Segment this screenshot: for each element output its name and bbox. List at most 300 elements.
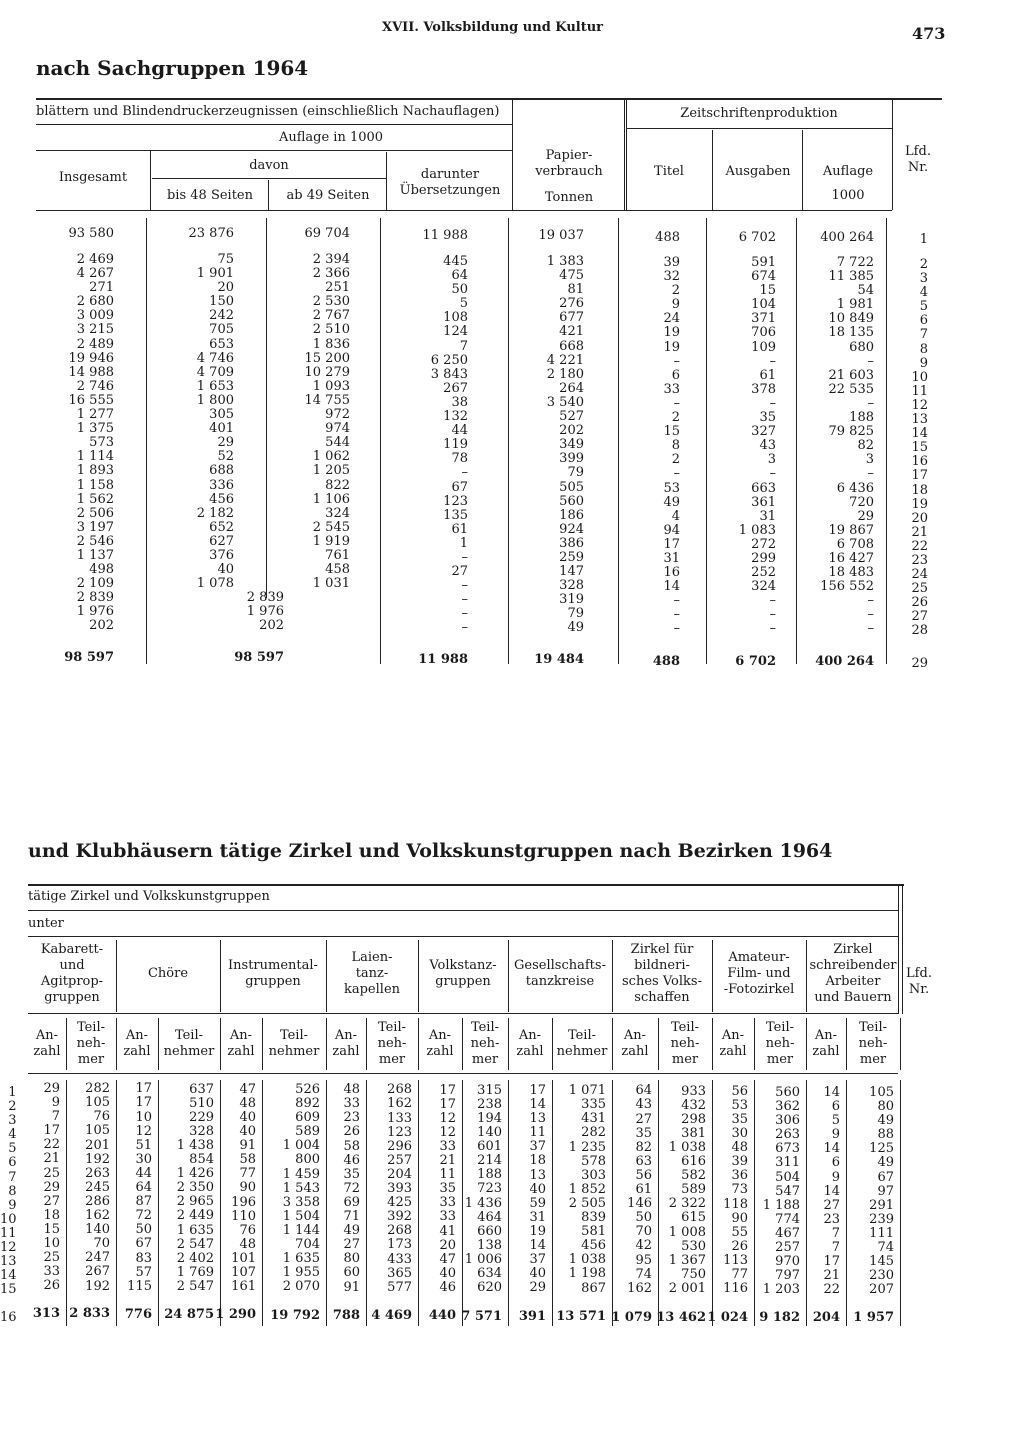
cell: 5 (831, 1113, 840, 1129)
total-buecher: 98 597 (234, 650, 284, 665)
cell: 27 (823, 1197, 840, 1213)
cell: 1 436 (464, 1195, 502, 1211)
cell: – (461, 592, 468, 608)
cell: – (461, 578, 468, 594)
cell: 4 (919, 285, 928, 301)
cell: 35 (759, 410, 776, 426)
cell: 18 135 (828, 325, 874, 341)
sub-header-line: nehmer (163, 1044, 215, 1059)
sub-header-line: zahl (123, 1044, 151, 1059)
group-header-line: bildneri- (634, 958, 690, 973)
cell: 80 (877, 1099, 894, 1115)
cell: 3 358 (282, 1194, 320, 1210)
table2-column (627, 1084, 652, 1295)
cell: 1 031 (312, 576, 350, 592)
cell: 2 839 (246, 590, 284, 605)
cell: 854 (189, 1152, 214, 1168)
cell: 239 (869, 1211, 894, 1227)
table2-total: 776 (124, 1306, 152, 1322)
group-header (220, 958, 326, 990)
cell: 21 (911, 524, 928, 540)
cell: 591 (751, 255, 776, 270)
cell: 11 (0, 1225, 17, 1241)
cell: 196 (231, 1194, 256, 1210)
cell: 140 (477, 1125, 502, 1141)
cell: 1 653 (196, 378, 234, 394)
cell: 1 188 (762, 1197, 800, 1213)
cell: 8 (8, 1183, 17, 1199)
cell: 75 (217, 252, 234, 267)
cell: 10 849 (828, 311, 874, 327)
cell: 286 (85, 1193, 110, 1209)
cell: 7 (8, 1169, 17, 1185)
cell: 251 (325, 280, 350, 296)
rule (268, 180, 269, 210)
auflage-header: Auflage in 1000 (278, 130, 384, 145)
rule (158, 1080, 159, 1326)
cell: 118 (723, 1196, 748, 1212)
cell: 652 (209, 519, 234, 535)
cell: 116 (723, 1281, 748, 1297)
cell: 445 (443, 254, 468, 269)
rule (626, 100, 627, 210)
cell: 53 (663, 480, 680, 496)
sub-header-line: An- (125, 1028, 149, 1043)
cell: 31 (759, 508, 776, 524)
cell: 21 603 (828, 367, 874, 383)
cell: 4 267 (76, 266, 114, 282)
total-ausgaben: 6 702 (735, 654, 776, 669)
cell: 54 (857, 283, 874, 299)
cell: 257 (387, 1152, 412, 1168)
cell: 6 (919, 313, 928, 329)
cell: 14 (823, 1141, 840, 1157)
cell: 22 (823, 1282, 840, 1298)
cell: 19 (663, 325, 680, 341)
rule (28, 910, 898, 911)
cell: 15 (0, 1282, 17, 1298)
sub-header-line: nehmer (556, 1044, 608, 1059)
group-header (508, 958, 612, 990)
cell: 1 106 (312, 491, 350, 507)
cell: 972 (325, 407, 350, 423)
cell: 26 (343, 1124, 360, 1140)
cell: 14 (823, 1085, 840, 1100)
cell: 10 (135, 1109, 152, 1125)
cell: 40 (217, 562, 234, 578)
cell: 192 (85, 1151, 110, 1167)
cell: 627 (209, 533, 234, 549)
cell: 2 109 (76, 576, 114, 592)
cell: 39 (663, 255, 680, 270)
cell: 3 197 (76, 519, 114, 535)
table2-column (465, 1084, 502, 1295)
cell: 774 (775, 1211, 800, 1227)
cell: 140 (85, 1222, 110, 1238)
cell: 101 (231, 1250, 256, 1266)
cell: 282 (581, 1125, 606, 1141)
cell: 186 (559, 507, 584, 523)
cell: 44 (135, 1165, 152, 1181)
group-header-line: gruppen (245, 974, 301, 989)
cell: 28 (911, 623, 928, 639)
cell: 1 093 (312, 378, 350, 394)
column-buecher-combined (247, 591, 284, 633)
cell: 527 (559, 409, 584, 425)
cell: 40 (439, 1265, 456, 1281)
cell: 1 901 (196, 266, 234, 282)
cell: 1 955 (282, 1265, 320, 1281)
group-header-line: Zirkel für (630, 942, 694, 957)
cell: 27 (43, 1193, 60, 1209)
cell: 505 (559, 479, 584, 495)
rule (146, 218, 147, 664)
rule (508, 218, 509, 664)
cell: 311 (775, 1155, 800, 1171)
cell: 50 (451, 282, 468, 298)
rule (552, 1018, 553, 1070)
cell: 11 385 (828, 269, 874, 285)
cell: 1 981 (836, 297, 874, 313)
cell: 7 (919, 327, 928, 343)
cell: 51 (135, 1137, 152, 1153)
rule (900, 1080, 901, 1326)
cell: 267 (85, 1264, 110, 1280)
rule (712, 1080, 713, 1326)
cell: – (461, 549, 468, 565)
cell: 56 (731, 1083, 748, 1099)
group-header (28, 942, 116, 1006)
sub-header-line: zahl (426, 1044, 454, 1059)
cell: 61 (451, 521, 468, 537)
sub-header-line: neh- (670, 1036, 700, 1051)
cell: 510 (189, 1095, 214, 1111)
group-header-line: gruppen (44, 990, 100, 1005)
cell: 57 (135, 1264, 152, 1280)
cell: 376 (209, 547, 234, 563)
group-header (806, 942, 900, 1006)
cell: 47 (239, 1081, 256, 1097)
cell: 77 (731, 1267, 748, 1283)
cell: 147 (559, 564, 584, 580)
cell: 706 (751, 325, 776, 341)
rule (116, 1018, 117, 1070)
sub-header-anzahl (712, 1028, 754, 1060)
cell: 544 (325, 435, 350, 451)
rule (262, 1018, 263, 1070)
cell: 37 (529, 1252, 546, 1268)
cell: – (673, 607, 680, 623)
cell: 9 (671, 297, 680, 313)
table2-column (669, 1085, 706, 1296)
cell: 14 (529, 1238, 546, 1254)
cell: 194 (477, 1110, 502, 1126)
cell: 17 (823, 1254, 840, 1270)
rule (418, 1018, 419, 1070)
table2-column (763, 1086, 800, 1297)
cell: 30 (731, 1126, 748, 1142)
rule (28, 936, 898, 937)
cell: 668 (559, 338, 584, 354)
group-header-line: Arbeiter (825, 974, 881, 989)
cell: 761 (325, 547, 350, 563)
cell: – (673, 621, 680, 637)
cell: 50 (135, 1222, 152, 1238)
cell: 464 (477, 1209, 502, 1225)
cell: 10 (911, 369, 928, 385)
sub-header-line: zahl (516, 1044, 544, 1059)
cell: 39 (731, 1154, 748, 1170)
table2-total: 7 571 (461, 1308, 502, 1324)
rule (386, 152, 387, 210)
cell: 12 (135, 1123, 152, 1139)
cell: 3 (865, 452, 874, 468)
cell: 504 (775, 1169, 800, 1185)
rule (508, 1080, 509, 1326)
rule (712, 1018, 713, 1070)
sub-header-line: Teil- (858, 1020, 888, 1035)
cell: 90 (731, 1210, 748, 1226)
table2-column (823, 1086, 840, 1297)
sub-header-anzahl (116, 1028, 158, 1060)
cell: 19 (663, 339, 680, 355)
cell: 14 755 (304, 392, 350, 408)
table2-total: 391 (518, 1309, 546, 1324)
rule (326, 1080, 327, 1326)
cell: 2 402 (176, 1250, 214, 1266)
cell: 188 (849, 410, 874, 426)
cell: 839 (581, 1210, 606, 1226)
cell: 33 (439, 1195, 456, 1211)
cell: 13 (529, 1167, 546, 1183)
rule (116, 1080, 117, 1326)
cell: 328 (559, 578, 584, 594)
cell: 27 (911, 609, 928, 625)
cell: 263 (85, 1165, 110, 1181)
cell: 335 (581, 1097, 606, 1113)
sub-header-line: mer (859, 1052, 887, 1067)
cell: 79 (567, 465, 584, 481)
cell: 272 (751, 536, 776, 552)
cell: – (769, 593, 776, 609)
sub-header-line: neh- (858, 1036, 888, 1051)
rule (508, 940, 509, 1012)
cell: 11 (529, 1125, 546, 1141)
group-header-line: und Bauern (814, 990, 892, 1005)
cell: 107 (231, 1265, 256, 1281)
cell: 7 (831, 1225, 840, 1241)
cell: 162 (85, 1208, 110, 1224)
cell: 91 (239, 1138, 256, 1154)
davon-header: davon (249, 158, 289, 173)
cell: 19 037 (538, 228, 584, 243)
cell: 10 279 (304, 364, 350, 380)
table2-total: 1 024 (707, 1310, 748, 1326)
cell: 50 (635, 1210, 652, 1226)
cell: 1 038 (668, 1139, 706, 1155)
group-header-line: Amateur- (728, 950, 790, 965)
cell: 125 (869, 1141, 894, 1157)
cell: 21 (43, 1151, 60, 1167)
rule (658, 1080, 659, 1326)
cell: 37 (529, 1139, 546, 1155)
rule (712, 940, 713, 1012)
cell: 18 (43, 1207, 60, 1223)
rule (220, 940, 221, 1012)
cell: 3 843 (430, 366, 468, 382)
cell: 2 469 (76, 252, 114, 267)
total-papier: 19 484 (534, 652, 584, 667)
cell: 42 (635, 1238, 652, 1254)
cell: 362 (775, 1099, 800, 1115)
table2-total: 2 833 (69, 1306, 110, 1322)
column-lfd-nr (911, 258, 928, 639)
cell: 15 (911, 440, 928, 456)
cell: 76 (93, 1109, 110, 1125)
sub-header-teilnehmer (66, 1020, 116, 1068)
cell: 17 (439, 1096, 456, 1112)
cell: 688 (209, 463, 234, 479)
sub-header-line: An- (35, 1028, 59, 1043)
cell: 263 (775, 1127, 800, 1143)
rule (626, 128, 892, 129)
cell: 40 (239, 1124, 256, 1140)
cell: 22 535 (828, 381, 874, 397)
column-ab49 (305, 253, 351, 591)
cell: 162 (387, 1096, 412, 1112)
zeitschrift-auflage-header: Auflage 1000 (822, 164, 874, 203)
cell: 11 (911, 383, 928, 399)
cell: 17 (911, 468, 928, 484)
cell: 81 (567, 282, 584, 298)
cell: 1 438 (176, 1137, 214, 1153)
cell: 4 (671, 508, 680, 524)
cell: 14 (663, 579, 680, 595)
cell: 7 (51, 1109, 60, 1125)
sub-header-line: Teil- (279, 1028, 309, 1043)
sub-header-teilnehmer (754, 1020, 806, 1068)
cell: 267 (443, 380, 468, 396)
table2-total: 4 469 (371, 1308, 412, 1324)
rule (36, 150, 512, 151)
sub-header-line: Teil- (670, 1020, 700, 1035)
cell: 123 (387, 1124, 412, 1140)
cell: 1 543 (282, 1180, 320, 1196)
table2-lfd-nr-header: Lfd. Nr. (906, 966, 932, 997)
sub-header-anzahl (508, 1028, 552, 1060)
cell: 589 (681, 1182, 706, 1198)
cell: 530 (681, 1238, 706, 1254)
cell: 9 (831, 1169, 840, 1185)
cell: 1 375 (76, 421, 114, 437)
cell: 43 (759, 438, 776, 454)
cell: 67 (877, 1169, 894, 1185)
cell: 36 (731, 1168, 748, 1184)
cell: 663 (751, 480, 776, 496)
cell: 475 (559, 268, 584, 284)
cell: 74 (877, 1240, 894, 1256)
cell: 88 (877, 1127, 894, 1143)
cell: – (769, 353, 776, 369)
cell: 1 137 (76, 547, 114, 563)
cell: 15 200 (304, 350, 350, 366)
table2-total: 1 290 (215, 1307, 256, 1323)
cell: 69 704 (304, 226, 350, 241)
sub-header-teilnehmer (158, 1028, 220, 1060)
cell: 425 (387, 1195, 412, 1211)
cell: 299 (751, 550, 776, 566)
group-header-line: tanz- (355, 966, 389, 981)
cell: 14 (529, 1097, 546, 1113)
cell: 71 (343, 1209, 360, 1225)
cell: 705 (209, 322, 234, 338)
table2-unter: unter (28, 916, 64, 931)
table2-total: 19 792 (270, 1307, 320, 1323)
total-auflage: 400 264 (815, 654, 874, 669)
cell: 31 (663, 550, 680, 566)
sub-header-line: Teil- (174, 1028, 204, 1043)
cell: 72 (343, 1180, 360, 1196)
cell: 40 (529, 1266, 546, 1282)
cell: 156 552 (820, 579, 874, 595)
cell: 82 (857, 438, 874, 454)
cell: 892 (295, 1096, 320, 1112)
cell: 162 (627, 1280, 652, 1296)
cell: 336 (209, 477, 234, 493)
cell: 29 (529, 1280, 546, 1296)
cell: 2 322 (668, 1196, 706, 1212)
cell: 6 (8, 1155, 17, 1171)
rule (326, 1018, 327, 1070)
cell: 560 (559, 493, 584, 509)
cell: 305 (209, 407, 234, 423)
column-ausgaben (739, 256, 776, 637)
lfd-nr-header: Lfd. Nr. (905, 144, 931, 175)
cell: 14 (0, 1268, 17, 1284)
cell: 2 547 (176, 1236, 214, 1252)
cell: 589 (295, 1124, 320, 1140)
cell: 56 (635, 1167, 652, 1183)
rule (612, 1080, 613, 1326)
cell: 43 (635, 1097, 652, 1113)
cell: 660 (477, 1223, 502, 1239)
cell: 361 (751, 494, 776, 510)
cell: 673 (775, 1141, 800, 1157)
cell: 3 540 (546, 394, 584, 410)
cell: 53 (731, 1097, 748, 1113)
cell: 27 (451, 564, 468, 580)
cell: 620 (477, 1280, 502, 1296)
cell: 48 (239, 1236, 256, 1252)
column-titel (663, 256, 680, 637)
cell: 5 (8, 1141, 17, 1157)
cell: 1 038 (568, 1252, 606, 1268)
cell: 2 547 (176, 1278, 214, 1294)
rule (462, 1018, 463, 1070)
rule (900, 1018, 901, 1070)
rule (618, 218, 619, 664)
group-header-line: tanzkreise (525, 974, 595, 989)
cell: 573 (89, 435, 114, 451)
cell: 18 483 (828, 565, 874, 581)
cell: 2 001 (668, 1280, 706, 1296)
total-uebersetzungen: 11 988 (418, 652, 468, 667)
group-header-line: Volkstanz- (429, 958, 497, 973)
sub-header-line: mer (671, 1052, 699, 1067)
table2-total: 13 571 (556, 1309, 606, 1325)
cell: – (461, 620, 468, 636)
table1-header-periodicals: Zeitschriftenproduktion (680, 106, 838, 121)
